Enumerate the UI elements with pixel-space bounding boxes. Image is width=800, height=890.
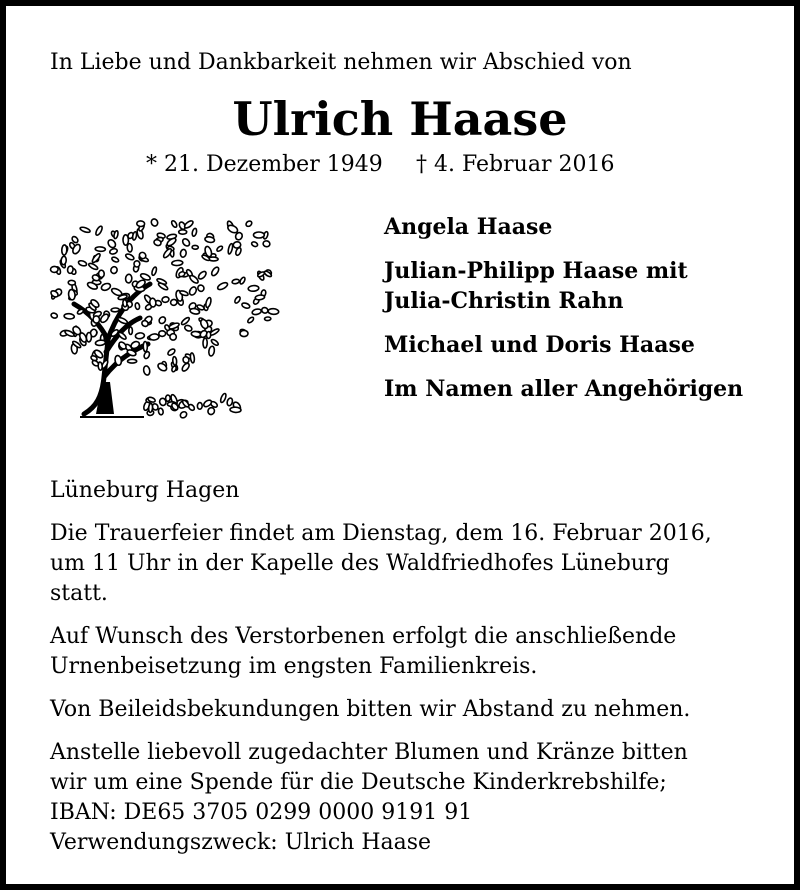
leaf-icon (110, 266, 118, 275)
leaf-icon (149, 334, 159, 341)
leaf-icon (240, 330, 248, 336)
leaf-icon (234, 296, 241, 304)
mourner-family: Im Namen aller Angehörigen (384, 376, 744, 402)
leaf-icon (180, 316, 190, 325)
death-date: † 4. Februar 2016 (416, 152, 615, 177)
leaf-icon (125, 274, 132, 283)
leaf-icon (134, 261, 140, 267)
leaf-icon (191, 331, 201, 337)
burial-info (50, 622, 770, 682)
leaf-icon (248, 285, 259, 292)
donation-line: wir um eine Spende für die Deutsche Kinderkrebshilfe; (50, 770, 667, 795)
notice-body (50, 476, 770, 871)
leaf-icon (91, 253, 101, 264)
leaf-icon (91, 359, 99, 367)
leaf-icon (67, 266, 73, 274)
reference: Verwendungszweck: Ulrich Haase (50, 830, 432, 855)
leaf-icon (208, 346, 215, 357)
leaf-icon (151, 267, 157, 276)
leaf-icon (167, 348, 176, 357)
funeral-line: Die Trauerfeier findet am Dienstag, dem 16. Februar 2016, (50, 521, 712, 546)
leaf-icon (241, 302, 250, 309)
leaf-icon (203, 338, 207, 348)
leaf-icon (143, 341, 147, 351)
mourner-julian-line2: Julia-Christin Rahn (384, 288, 624, 314)
leaf-icon (50, 266, 58, 272)
leaf-icon (254, 232, 265, 238)
leaf-icon (80, 226, 91, 233)
leaf-icon (128, 359, 137, 363)
burial-line: Auf Wunsch des Verstorbenen erfolgt die anschließende (50, 624, 677, 649)
leaf-icon (216, 245, 223, 252)
leaf-icon (264, 317, 271, 321)
leaf-icon (251, 241, 258, 247)
condolence-info: Von Beileidsbekundungen bitten wir Abstand zu nehmen. (50, 697, 691, 722)
leaf-icon (123, 300, 128, 308)
leaf-icon (190, 353, 195, 363)
leaf-icon (205, 297, 212, 308)
mourner-michael-doris: Michael und Doris Haase (384, 332, 695, 358)
leaf-icon (188, 403, 196, 411)
leaf-icon (109, 248, 118, 255)
leaf-icon (239, 276, 246, 284)
leaf-icon (180, 249, 187, 258)
leaf-icon (107, 238, 117, 249)
leaf-icon (233, 241, 241, 248)
leaf-icon (179, 230, 187, 234)
leaf-icon (117, 316, 128, 324)
donation-info (50, 738, 770, 858)
leaf-icon (268, 308, 279, 314)
leaf-icon (226, 397, 233, 406)
mourner-julian (384, 256, 743, 316)
leaf-icon (172, 357, 177, 366)
leaf-icon (232, 279, 240, 285)
mourners-list (384, 212, 743, 418)
leaf-icon (117, 331, 127, 340)
leaf-icon (162, 296, 170, 303)
donation-line: Anstelle liebevoll zugedachter Blumen und Kränze bitten (50, 740, 688, 765)
leaf-icon (137, 221, 145, 227)
leaf-icon (159, 331, 166, 337)
leaf-icon (100, 282, 111, 291)
leaf-icon (127, 243, 133, 252)
leaf-icon (111, 256, 119, 263)
leaf-icon (77, 308, 85, 315)
funeral-line: statt. (50, 581, 108, 606)
leaf-icon (205, 236, 215, 243)
leaf-icon (61, 256, 67, 265)
leaf-icon (183, 220, 194, 230)
leaf-icon (143, 365, 151, 375)
leaf-icon (149, 298, 156, 307)
funeral-info (50, 519, 770, 609)
leaf-icon (210, 338, 219, 346)
leaf-icon (197, 270, 207, 280)
leaf-icon (50, 312, 58, 319)
leaf-icon (78, 260, 87, 267)
leaf-icon (227, 243, 233, 254)
leaf-icon (62, 245, 67, 255)
leaf-icon (135, 302, 140, 309)
leaf-icon (184, 324, 193, 332)
tree-icon (44, 202, 284, 428)
leaf-icon (111, 308, 119, 312)
leaf-icon (135, 332, 145, 339)
leaf-icon (170, 299, 178, 306)
leaf-icon (181, 237, 191, 247)
intro-text: In Liebe und Dankbarkeit nehmen wir Abschied von (50, 50, 632, 75)
leaf-icon (68, 280, 76, 285)
leaf-icon (252, 308, 262, 315)
birth-date: * 21. Dezember 1949 (146, 152, 383, 177)
leaf-icon (261, 307, 269, 314)
leaf-icon (125, 253, 135, 261)
leaf-icon (189, 274, 200, 284)
deceased-name: Ulrich Haase (232, 92, 568, 146)
place: Lüneburg Hagen (50, 478, 240, 503)
leaf-icon (95, 225, 104, 236)
leaf-icon (148, 403, 152, 412)
leaf-icon (197, 402, 202, 409)
leaf-icon (210, 266, 220, 277)
leaf-icon (129, 327, 133, 335)
leaf-icon (245, 220, 253, 228)
leaf-icon (192, 245, 198, 249)
leaf-icon (158, 408, 164, 415)
leaf-icon (247, 316, 255, 324)
leaf-icon (68, 289, 76, 300)
iban: IBAN: DE65 3705 0299 0000 9191 91 (50, 800, 473, 825)
leaf-icon (197, 284, 205, 292)
leaf-icon (188, 286, 197, 296)
leaf-icon (172, 260, 183, 266)
leaf-icon (230, 407, 241, 413)
leaf-icon (171, 220, 178, 228)
mourner-julian-line1: Julian-Philipp Haase mit (384, 258, 688, 284)
leaf-icon (95, 340, 106, 346)
leaf-icon (227, 224, 239, 235)
leaf-icon (191, 228, 197, 237)
leaf-icon (263, 240, 271, 247)
leaf-icon (95, 247, 105, 252)
leaf-icon (64, 313, 75, 319)
leaf-icon (203, 399, 213, 408)
leaf-icon (179, 410, 188, 419)
leaf-icon (158, 316, 167, 325)
burial-line: Urnenbeisetzung im engsten Familienkreis. (50, 654, 538, 679)
mourner-angela: Angela Haase (384, 214, 553, 240)
leaf-icon (206, 332, 210, 339)
leaf-icon (220, 393, 227, 403)
leaf-icon (150, 218, 159, 227)
leaf-icon (255, 294, 265, 300)
leaf-icon (93, 316, 100, 324)
funeral-line: um 11 Uhr in der Kapelle des Waldfriedhofes Lüneburg (50, 551, 670, 576)
leaf-icon (217, 281, 229, 291)
leaf-icon (88, 262, 99, 270)
leaf-icon (86, 332, 91, 342)
